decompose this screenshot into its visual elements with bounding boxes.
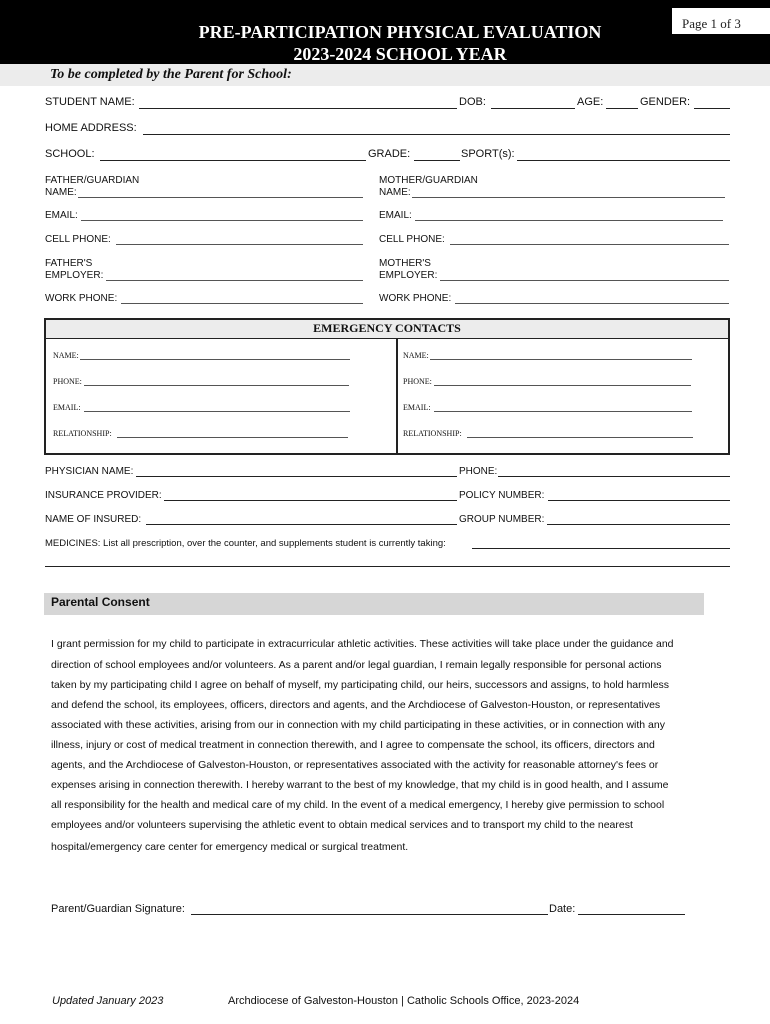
consent-line: hospital/emergency care center for emergency medical or surgical treatment. [51, 841, 409, 853]
mother-email-field[interactable] [415, 220, 723, 221]
group-number-label: GROUP NUMBER: [459, 514, 545, 525]
policy-number-label: POLICY NUMBER: [459, 490, 545, 501]
emergency2-relationship-field[interactable] [467, 437, 693, 438]
medicines-label: MEDICINES: List all prescription, over the counter, and supplements student is currently taking: [45, 538, 446, 549]
school-year-title: 2023-2024 SCHOOL YEAR [293, 44, 507, 64]
grade-field[interactable] [414, 160, 460, 161]
footer-updated: Updated January 2023 [52, 995, 164, 1007]
emergency2-relationship-label: RELATIONSHIP: [403, 429, 462, 438]
medicines-field-line2[interactable] [45, 566, 730, 567]
father-work-phone-label: WORK PHONE: [45, 293, 118, 304]
mother-name-field[interactable] [412, 197, 725, 198]
age-field[interactable] [606, 108, 638, 109]
group-number-field[interactable] [547, 524, 730, 525]
emergency1-email-label: EMAIL: [53, 403, 81, 412]
mother-cell-field[interactable] [450, 244, 729, 245]
student-name-field[interactable] [139, 108, 457, 109]
insurance-provider-label: INSURANCE PROVIDER: [45, 490, 162, 501]
name-of-insured-label: NAME OF INSURED: [45, 514, 142, 525]
policy-number-field[interactable] [548, 500, 730, 501]
mother-employer-label-line1: MOTHER'S [379, 258, 431, 269]
mother-cell-label: CELL PHONE: [379, 234, 445, 245]
grade-label: GRADE: [368, 148, 411, 160]
signature-label: Parent/Guardian Signature: [51, 903, 185, 915]
insurance-provider-field[interactable] [164, 500, 457, 501]
emergency2-email-label: EMAIL: [403, 403, 431, 412]
physician-name-label: PHYSICIAN NAME: [45, 466, 134, 477]
signature-field[interactable] [191, 914, 548, 915]
consent-line: illness, injury or cost of medical treatment in connection therewith, and I agree to compensate the school, its officers, directors and [51, 739, 655, 751]
gender-field[interactable] [694, 108, 730, 109]
father-cell-field[interactable] [116, 244, 363, 245]
student-name-label: STUDENT NAME: [45, 96, 135, 108]
emergency2-name-field[interactable] [430, 359, 692, 360]
emergency2-name-label: NAME: [403, 351, 429, 360]
age-label: AGE: [577, 96, 604, 108]
consent-line: expenses arising in connection therewith. I hereby warrant to the best of my knowledge, that my child is in good health, and I assume [51, 779, 669, 791]
page-indicator: Page 1 of 3 [682, 16, 741, 31]
form-title: PRE-PARTICIPATION PHYSICAL EVALUATION [198, 22, 602, 42]
consent-line: employees and/or volunteers supervising the athletic event to obtain medical services and to transport my child to the nearest [51, 819, 633, 831]
emergency1-phone-label: PHONE: [53, 377, 82, 386]
sport-field[interactable] [517, 160, 730, 161]
emergency-divider [396, 338, 398, 455]
mother-employer-field[interactable] [440, 280, 729, 281]
medicines-field[interactable] [472, 548, 730, 549]
mother-email-label: EMAIL: [379, 210, 412, 221]
father-name-field[interactable] [78, 197, 363, 198]
home-address-label: HOME ADDRESS: [45, 122, 137, 134]
consent-line: associated with these activities, arising from our in connection with my child participating in these activities, or in connection with any [51, 719, 665, 731]
emergency1-email-field[interactable] [84, 411, 350, 412]
father-name-label-line2: NAME: [45, 187, 77, 198]
emergency2-phone-field[interactable] [434, 385, 691, 386]
emergency-contacts-title: EMERGENCY CONTACTS [313, 321, 461, 335]
consent-line: all responsibility for the health and medical care of my child. In the event of a medical emergency, I hereby give permission to school [51, 799, 665, 811]
father-email-field[interactable] [81, 220, 363, 221]
mother-employer-label-line2: EMPLOYER: [379, 270, 438, 281]
consent-line: agents, and the Archdiocese of Galveston-Houston, or representatives associated with the activity for reasonable attorney's fees or [51, 759, 659, 771]
emergency1-phone-field[interactable] [84, 385, 349, 386]
home-address-field[interactable] [143, 134, 730, 135]
name-of-insured-field[interactable] [146, 524, 457, 525]
emergency1-name-field[interactable] [80, 359, 350, 360]
consent-line: taken by my participating child I agree on behalf of myself, my participating child, our heirs, successors and assigns, to hold harmless [51, 679, 670, 691]
father-name-label-line1: FATHER/GUARDIAN [45, 175, 140, 186]
father-cell-label: CELL PHONE: [45, 234, 111, 245]
father-employer-field[interactable] [106, 280, 363, 281]
mother-work-phone-field[interactable] [455, 303, 729, 304]
school-label: SCHOOL: [45, 148, 95, 160]
dob-label: DOB: [459, 96, 486, 108]
gender-label: GENDER: [640, 96, 691, 108]
date-field[interactable] [578, 914, 685, 915]
physician-phone-field[interactable] [498, 476, 730, 477]
mother-work-phone-label: WORK PHONE: [379, 293, 452, 304]
physician-name-field[interactable] [136, 476, 457, 477]
mother-name-label-line2: NAME: [379, 187, 411, 198]
emergency1-relationship-field[interactable] [117, 437, 348, 438]
footer-office: Archdiocese of Galveston-Houston | Catholic Schools Office, 2023-2024 [228, 995, 580, 1007]
mother-name-label-line1: MOTHER/GUARDIAN [379, 175, 478, 186]
consent-line: and defend the school, its employees, officers, directors and agents, and the Archdiocese of Galveston-Houston, or representatives [51, 699, 661, 711]
subtitle-bar [0, 64, 770, 86]
school-field[interactable] [100, 160, 366, 161]
emergency2-phone-label: PHONE: [403, 377, 432, 386]
sport-label: SPORT(s): [461, 148, 515, 160]
father-email-label: EMAIL: [45, 210, 78, 221]
subtitle: To be completed by the Parent for School: [50, 67, 292, 82]
father-employer-label-line2: EMPLOYER: [45, 270, 104, 281]
consent-line: direction of school employees and/or volunteers. As a parent and/or legal guardian, I remain legally responsible for personal actions [51, 659, 662, 671]
father-work-phone-field[interactable] [121, 303, 363, 304]
consent-line: I grant permission for my child to participate in extracurricular athletic activities. These activities will take place under the guidance and [51, 638, 674, 650]
emergency1-name-label: NAME: [53, 351, 79, 360]
physician-phone-label: PHONE: [459, 466, 498, 477]
consent-title: Parental Consent [51, 595, 150, 609]
date-label: Date: [549, 903, 576, 915]
emergency2-email-field[interactable] [434, 411, 692, 412]
dob-field[interactable] [491, 108, 575, 109]
father-employer-label-line1: FATHER'S [45, 258, 93, 269]
emergency1-relationship-label: RELATIONSHIP: [53, 429, 112, 438]
